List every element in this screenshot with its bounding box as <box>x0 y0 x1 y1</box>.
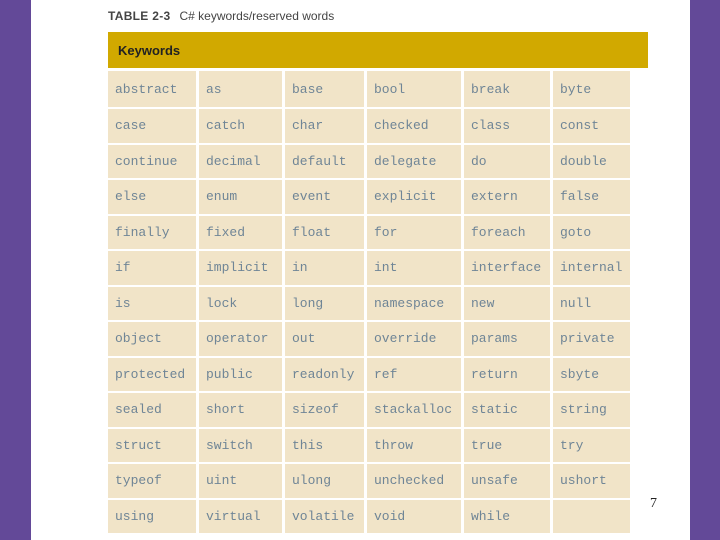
keyword-cell: double <box>553 145 630 181</box>
keyword-cell: out <box>285 322 364 358</box>
keyword-cell: sizeof <box>285 393 364 429</box>
page-number: 7 <box>650 496 657 511</box>
keyword-cell: throw <box>367 429 461 465</box>
keyword-cell: true <box>464 429 550 465</box>
keyword-cell: new <box>464 287 550 323</box>
keyword-cell: abstract <box>108 71 196 109</box>
keyword-cell: decimal <box>199 145 282 181</box>
keyword-cell: try <box>553 429 630 465</box>
keyword-cell: ref <box>367 358 461 394</box>
keyword-cell: do <box>464 145 550 181</box>
keyword-cell: struct <box>108 429 196 465</box>
keyword-cell: namespace <box>367 287 461 323</box>
keyword-cell: int <box>367 251 461 287</box>
keyword-cell: sbyte <box>553 358 630 394</box>
keyword-cell: long <box>285 287 364 323</box>
keyword-cell: break <box>464 71 550 109</box>
keyword-cell: lock <box>199 287 282 323</box>
keyword-cell: byte <box>553 71 630 109</box>
keyword-cell: const <box>553 109 630 145</box>
keyword-cell: explicit <box>367 180 461 216</box>
keyword-cell: goto <box>553 216 630 252</box>
keyword-cell: case <box>108 109 196 145</box>
slide-content <box>31 0 690 540</box>
keyword-cell: fixed <box>199 216 282 252</box>
table-caption <box>108 9 334 23</box>
keyword-cell: this <box>285 429 364 465</box>
keyword-cell: checked <box>367 109 461 145</box>
keyword-cell: bool <box>367 71 461 109</box>
keyword-cell: object <box>108 322 196 358</box>
keyword-cell: override <box>367 322 461 358</box>
right-purple-bar <box>690 0 720 540</box>
keyword-cell: catch <box>199 109 282 145</box>
keyword-cell: enum <box>199 180 282 216</box>
keyword-cell: float <box>285 216 364 252</box>
keyword-cell <box>553 500 630 536</box>
table-title: C# keywords/reserved words <box>179 9 335 23</box>
keyword-cell: static <box>464 393 550 429</box>
keyword-cell: protected <box>108 358 196 394</box>
keyword-cell: for <box>367 216 461 252</box>
keyword-cell: event <box>285 180 364 216</box>
table-header <box>108 32 648 68</box>
keyword-cell: unchecked <box>367 464 461 500</box>
keyword-cell: public <box>199 358 282 394</box>
keyword-cell: stackalloc <box>367 393 461 429</box>
keyword-cell: false <box>553 180 630 216</box>
keyword-cell: return <box>464 358 550 394</box>
keyword-cell: base <box>285 71 364 109</box>
keyword-cell: continue <box>108 145 196 181</box>
keyword-cell: internal <box>553 251 630 287</box>
left-purple-bar <box>0 0 31 540</box>
keyword-cell: as <box>199 71 282 109</box>
keyword-cell: if <box>108 251 196 287</box>
keyword-cell: implicit <box>199 251 282 287</box>
keyword-cell: else <box>108 180 196 216</box>
keyword-cell: null <box>553 287 630 323</box>
keywords-grid <box>108 71 648 535</box>
keyword-cell: while <box>464 500 550 536</box>
keyword-cell: uint <box>199 464 282 500</box>
keyword-cell: typeof <box>108 464 196 500</box>
keyword-cell: params <box>464 322 550 358</box>
keyword-cell: string <box>553 393 630 429</box>
keyword-cell: default <box>285 145 364 181</box>
keyword-cell: interface <box>464 251 550 287</box>
keyword-cell: using <box>108 500 196 536</box>
table-header-label: Keywords <box>118 42 181 58</box>
keyword-cell: short <box>199 393 282 429</box>
keyword-cell: finally <box>108 216 196 252</box>
keyword-cell: char <box>285 109 364 145</box>
keyword-cell: switch <box>199 429 282 465</box>
keyword-cell: in <box>285 251 364 287</box>
keyword-cell: class <box>464 109 550 145</box>
keyword-cell: sealed <box>108 393 196 429</box>
keywords-table <box>108 32 648 535</box>
keyword-cell: is <box>108 287 196 323</box>
keyword-cell: readonly <box>285 358 364 394</box>
keyword-cell: volatile <box>285 500 364 536</box>
keyword-cell: foreach <box>464 216 550 252</box>
table-number: TABLE 2-3 <box>108 9 171 23</box>
keyword-cell: operator <box>199 322 282 358</box>
keyword-cell: delegate <box>367 145 461 181</box>
keyword-cell: virtual <box>199 500 282 536</box>
keyword-cell: void <box>367 500 461 536</box>
keyword-cell: private <box>553 322 630 358</box>
keyword-cell: extern <box>464 180 550 216</box>
keyword-cell: ulong <box>285 464 364 500</box>
keyword-cell: unsafe <box>464 464 550 500</box>
keyword-cell: ushort <box>553 464 630 500</box>
